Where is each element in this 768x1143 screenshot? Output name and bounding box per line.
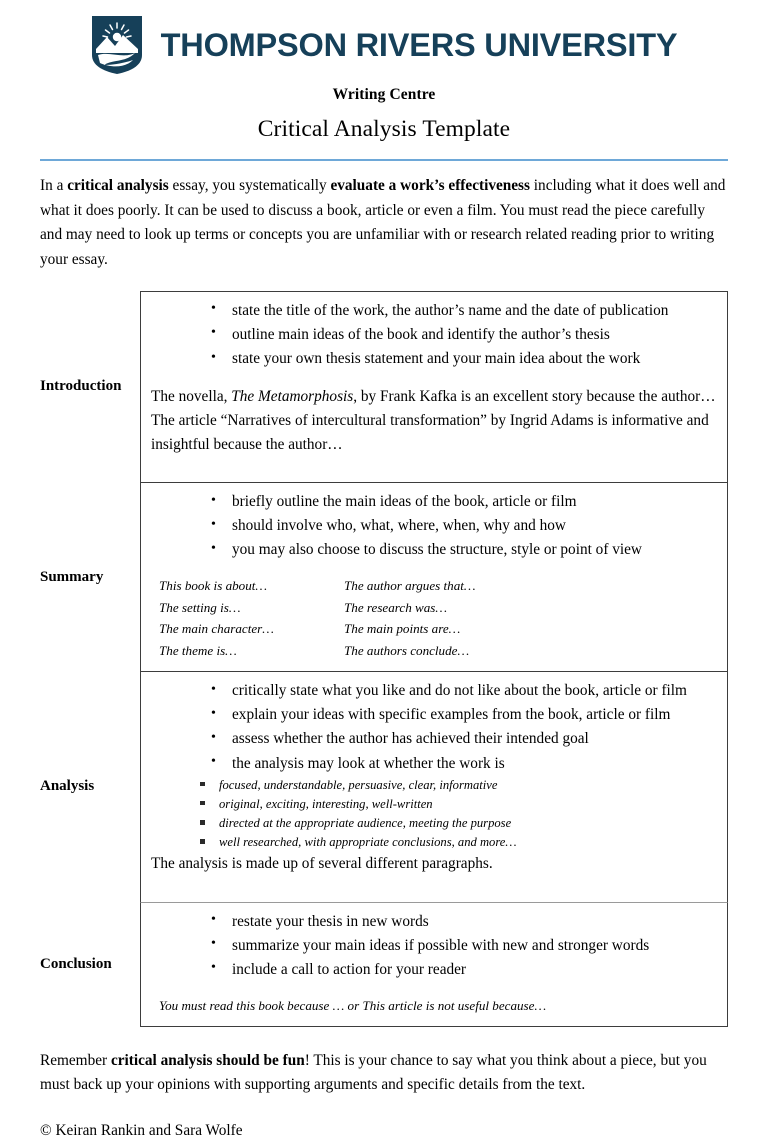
summary-example-left: This book is about… (159, 577, 268, 593)
closing-paragraph (40, 1049, 728, 1099)
row-label-summary: Summary (40, 568, 104, 585)
university-wordmark: THOMPSON RIVERS UNIVERSITY (160, 26, 678, 63)
title-divider-rule (40, 159, 728, 161)
summary-bullet-list (151, 490, 717, 562)
row-content-summary (140, 482, 728, 671)
list-item: • briefly outline the main ideas of the book, article or film (211, 490, 717, 514)
example-post: , by Frank Kafka is an excellent story because the author… (353, 388, 716, 406)
intro-bold-critical-analysis: critical analysis (67, 176, 169, 194)
copyright-credit: © Keiran Rankin and Sara Wolfe (40, 1122, 243, 1140)
conclusion-example-line: You must read this book because … or This article is not useful because… (159, 998, 547, 1014)
summary-example-left: The theme is… (159, 643, 237, 659)
row-content-analysis (140, 671, 728, 901)
intro-paragraph (40, 174, 728, 273)
intro-text-part2: essay, you systematically (168, 176, 331, 194)
table-row-analysis (40, 671, 728, 901)
table-row-introduction (40, 291, 728, 482)
analysis-closing-line: The analysis is made up of several different paragraphs. (151, 855, 493, 873)
intro-text-part3: including what it does well and what it does poorly. It can be used to discuss a book, article or even a film. You must read the piece carefully and may need to look up terms or concepts you are unfamiliar with or research related reading prior to writing your essay. (40, 176, 726, 269)
list-item: • restate your thesis in new words (211, 910, 717, 934)
university-logo-band (40, 0, 728, 66)
sub-list-item: well researched, with appropriate conclusions, and more… (199, 833, 717, 852)
summary-example-left: The setting is… (159, 599, 241, 615)
list-item: • assess whether the author has achieved their intended goal (211, 727, 717, 751)
summary-example-phrase-grid (151, 576, 717, 662)
closing-text-part2: ! This is your chance to say what you think about a piece, but you must back up your opinions with supporting arguments and specific details from the text. (40, 1051, 707, 1094)
list-item: • the analysis may look at whether the work is (211, 752, 717, 776)
analysis-sub-bullet-list (151, 776, 717, 853)
row-content-introduction (140, 291, 728, 482)
row-label-introduction: Introduction (40, 378, 122, 395)
example-work-title: The Metamorphosis (231, 388, 354, 406)
summary-example-left: The main character… (159, 621, 274, 637)
list-item: • outline main ideas of the book and identify the author’s thesis (211, 323, 717, 347)
introduction-bullet-list (151, 299, 717, 371)
list-item: • state the title of the work, the author’s name and the date of publication (211, 299, 717, 323)
tru-shield-logo-icon (91, 15, 143, 75)
list-item: • summarize your main ideas if possible with new and stronger words (211, 934, 717, 958)
introduction-example-text (151, 385, 717, 457)
list-item: • critically state what you like and do not like about the book, article or film (211, 679, 717, 703)
sub-list-item: focused, understandable, persuasive, clear, informative (199, 776, 717, 795)
example-pre: The novella, (151, 388, 232, 406)
table-row-conclusion (40, 902, 728, 1027)
page-title: Critical Analysis Template (257, 116, 511, 142)
sub-list-item: directed at the appropriate audience, meeting the purpose (199, 814, 717, 833)
row-label-analysis: Analysis (40, 778, 95, 795)
closing-text-part1: Remember (40, 1051, 111, 1069)
summary-example-right: The authors conclude… (344, 643, 470, 659)
closing-bold-phrase: critical analysis should be fun (110, 1051, 305, 1069)
intro-text-part1: In a (40, 176, 68, 194)
conclusion-bullet-list (151, 910, 717, 982)
list-item: • you may also choose to discuss the structure, style or point of view (211, 538, 717, 562)
department-subtitle: Writing Centre (332, 86, 436, 103)
table-row-summary (40, 482, 728, 671)
list-item: • explain your ideas with specific examples from the book, article or film (211, 703, 717, 727)
analysis-bullet-list (151, 679, 717, 776)
intro-bold-evaluate: evaluate a work’s effectiveness (330, 176, 530, 194)
critical-analysis-template-table (40, 291, 728, 1027)
list-item: • should involve who, what, where, when, why and how (211, 514, 717, 538)
summary-example-right: The research was… (344, 599, 448, 615)
example-second-line: The article “Narratives of intercultural transformation” by Ingrid Adams is informative and insightful because the author… (151, 412, 709, 453)
row-content-conclusion (140, 902, 728, 1027)
sub-list-item: original, exciting, interesting, well-written (199, 795, 717, 814)
list-item: • state your own thesis statement and your main idea about the work (211, 347, 717, 371)
row-label-conclusion: Conclusion (40, 956, 112, 973)
summary-example-right: The author argues that… (344, 577, 476, 593)
summary-example-right: The main points are… (344, 621, 461, 637)
list-item: • include a call to action for your reader (211, 958, 717, 982)
